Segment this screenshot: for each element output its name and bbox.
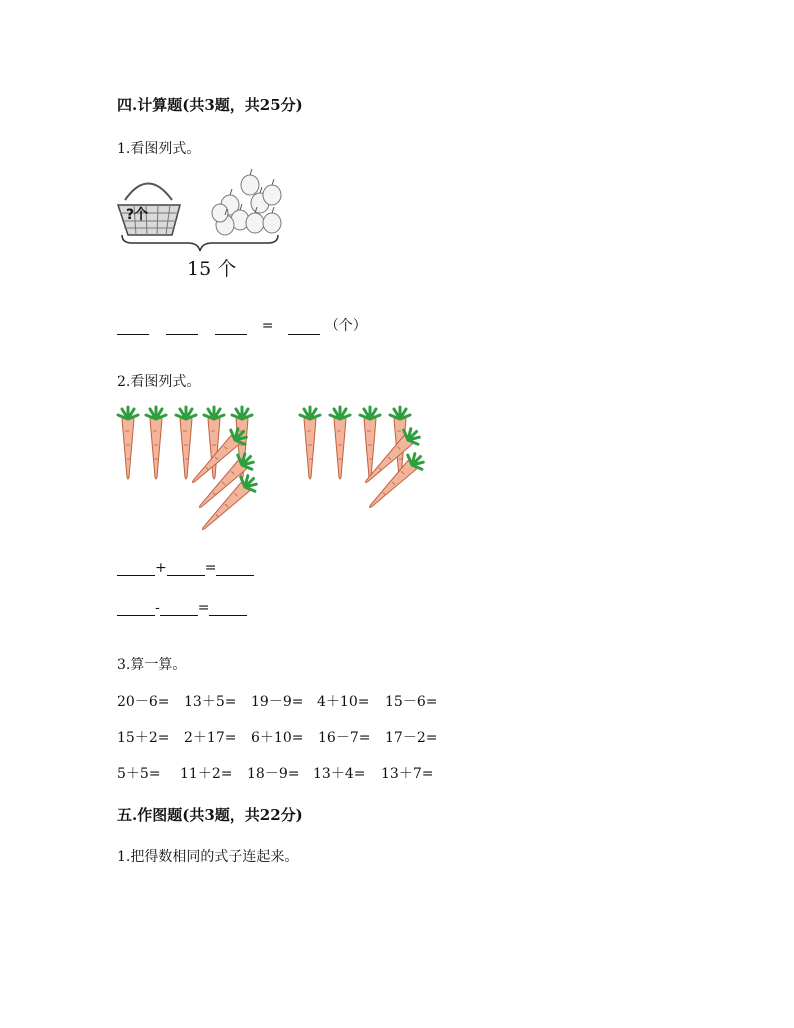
answer-blank[interactable] [117,561,155,576]
equals-sign: = [197,600,210,616]
section-4-title: 四.计算题(共3题，共25分) [117,96,303,114]
basket-label: ?个 [126,207,149,223]
calc-item: 13＋5= [184,694,237,710]
equals-sign: = [261,318,274,334]
calc-item: 2＋17= [184,730,237,746]
calc-item: 15－6= [385,694,438,710]
total-label: 15 个 [187,258,237,280]
calc-item: 13＋4= [313,766,366,782]
calc-item: 20－6= [117,694,170,710]
carrots-figure [110,405,430,535]
carrot-group-right [300,407,428,514]
answer-blank[interactable] [209,601,247,616]
calc-item: 18－9= [247,766,300,782]
brace-icon [122,235,278,251]
calc-item: 19－9= [251,694,304,710]
question-1-equation [117,315,367,335]
calc-item: 11＋2= [180,766,233,782]
answer-blank[interactable] [215,320,247,335]
answer-blank[interactable] [288,320,320,335]
answer-blank[interactable] [216,561,254,576]
minus-sign: - [155,600,160,616]
answer-blank[interactable] [117,320,149,335]
question-1-title: 1.看图列式。 [117,141,201,157]
calc-item: 15＋2= [117,730,170,746]
calc-item: 6＋10= [251,730,304,746]
answer-blank[interactable] [117,601,155,616]
calc-item: 17－2= [385,730,438,746]
addition-equation [117,560,254,576]
calc-item: 13＋7= [381,766,434,782]
question-2-title: 2.看图列式。 [117,374,201,390]
answer-blank[interactable] [160,601,198,616]
carrot-group-left [118,407,261,536]
section-5-question-1-title: 1.把得数相同的式子连起来。 [117,849,299,865]
equals-sign: = [204,560,217,576]
subtraction-equation [117,600,247,616]
calc-item: 4＋10= [317,694,370,710]
unit-label: （个） [324,318,367,334]
calc-item: 16－7= [318,730,371,746]
pears-icon [212,169,281,235]
plus-sign: + [155,560,167,576]
question-3-title: 3.算一算。 [117,657,187,673]
answer-blank[interactable] [167,561,205,576]
section-5-title: 五.作图题(共3题，共22分) [117,806,303,824]
answer-blank[interactable] [166,320,198,335]
calc-item: 5＋5= [117,766,161,782]
